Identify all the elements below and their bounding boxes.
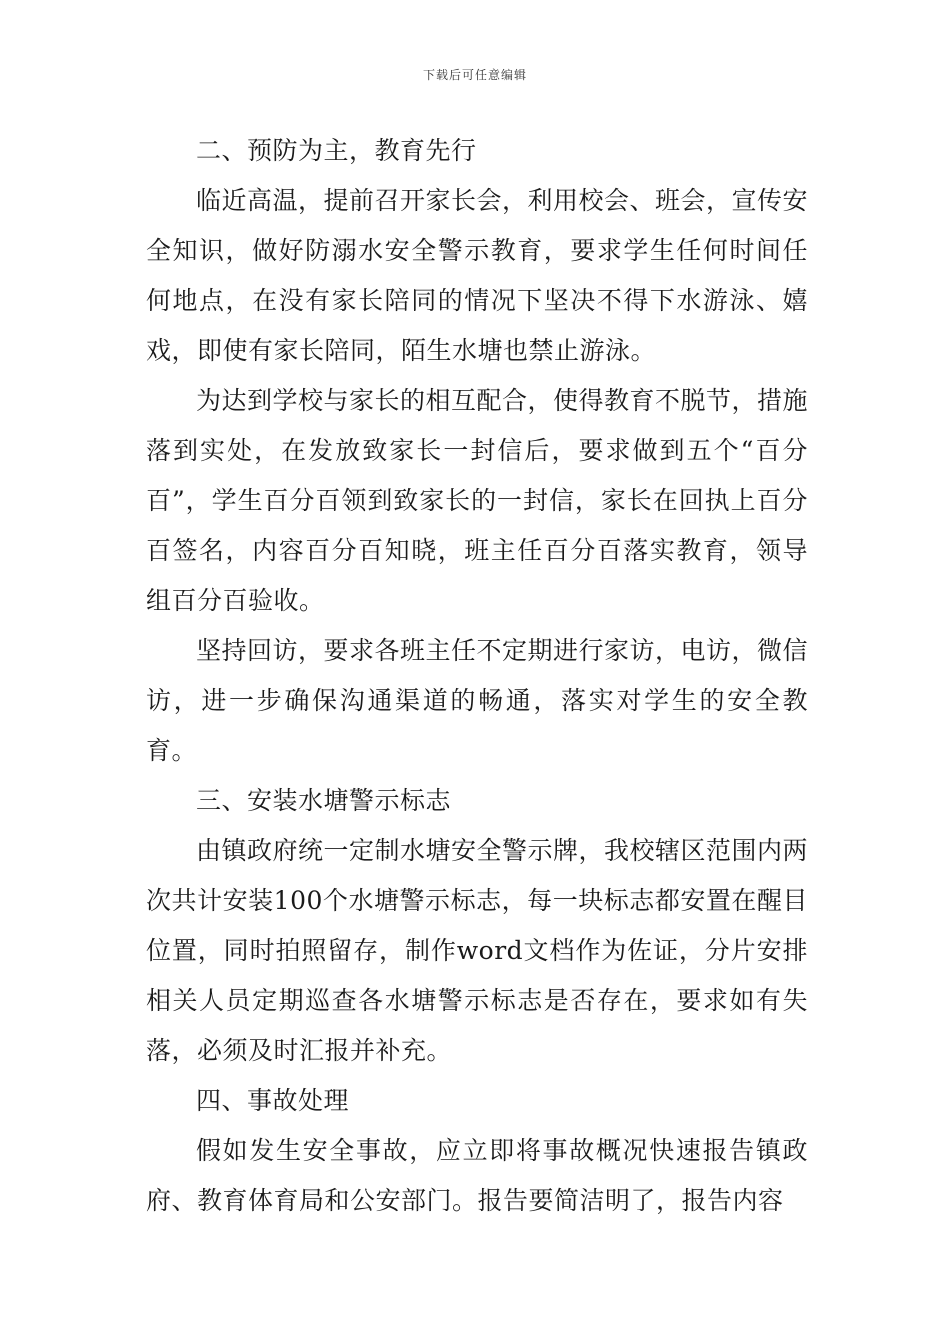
header-note: 下载后可任意编辑	[422, 68, 527, 82]
paragraph-return-visits: 坚持回访，要求各班主任不定期进行家访，电访，微信访，进一步确保沟通渠道的畅通，落实对学生的安全教育。	[146, 636, 809, 765]
section-heading-accident-handling: 四、事故处理	[196, 1086, 350, 1115]
paragraph-parent-meeting: 临近高温，提前召开家长会，利用校会、班会，宣传安全知识，做好防溺水安全警示教育，要求学生任何时间任何地点，在没有家长陪同的情况下坚决不得下水游泳、嬉戏，即使有家长陪同，陌生水塘也禁止游泳。	[146, 186, 809, 365]
paragraph-warning-signs: 由镇政府统一定制水塘安全警示牌，我校辖区范围内两次共计安装100个水塘警示标志，每一块标志都安置在醒目位置，同时拍照留存，制作word文档作为佐证，分片安排相关人员定期巡查各水塘警示标志是否存在，要求如有失落，必须及时汇报并补充。	[146, 836, 809, 1065]
document-body	[146, 126, 808, 1226]
section-heading-prevention: 二、预防为主，教育先行	[196, 136, 477, 165]
section-heading-warning-signs: 三、安装水塘警示标志	[196, 786, 452, 815]
paragraph-five-hundred-percent: 为达到学校与家长的相互配合，使得教育不脱节，措施落到实处，在发放致家长一封信后，要求做到五个“百分百”，学生百分百领到致家长的一封信，家长在回执上百分百签名，内容百分百知晓，班主任百分百落实教育，领导组百分百验收。	[146, 386, 809, 615]
paragraph-accident-report: 假如发生安全事故，应立即将事故概况快速报告镇政府、教育体育局和公安部门。报告要简洁明了，报告内容	[146, 1136, 808, 1215]
